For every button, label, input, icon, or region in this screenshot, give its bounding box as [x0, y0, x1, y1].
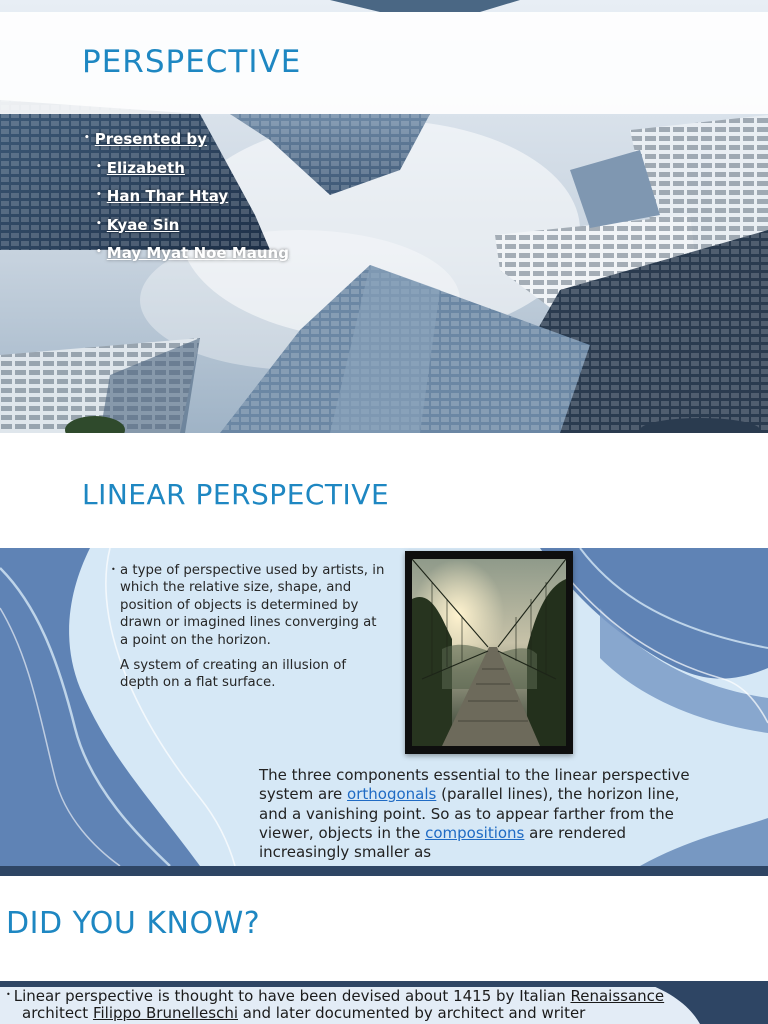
presenters-list	[84, 128, 289, 271]
bullet-icon: •	[96, 247, 102, 257]
slide-title: PERSPECTIVE	[82, 44, 302, 80]
definition-paragraph: • a type of perspective used by artists, in which the relative size, shape, and position of objects is determined by drawn or imagined lines converging at a point on the horizon.	[111, 563, 385, 648]
bridge-photo	[405, 551, 573, 754]
bullet-icon: •	[96, 190, 102, 200]
slide-title: LINEAR PERSPECTIVE	[82, 478, 390, 511]
presented-by-label: • Presented by	[84, 130, 207, 148]
components-paragraph: The three components essential to the linear perspective system are orthogonals (parallel lines), the horizon line, and a vanishing point. So as to appear farther from the viewer, objects in the compositions are rendered increasingly smaller as	[259, 766, 690, 862]
presenter-item: • Kyae Sin	[96, 215, 180, 234]
renaissance-link[interactable]: Renaissance	[570, 987, 665, 1005]
slide-perspective-title	[0, 0, 768, 433]
brunelleschi-link[interactable]: Filippo Brunelleschi	[92, 1004, 238, 1022]
definition-paragraph: A system of creating an illusion of depth on a flat surface.	[120, 658, 347, 691]
slide-title: DID YOU KNOW?	[6, 906, 261, 941]
bullet-icon: •	[96, 218, 102, 229]
compositions-link[interactable]: compositions	[425, 823, 525, 842]
fact-line: • Linear perspective is thought to have been devised about 1415 by Italian Renaissance	[6, 987, 665, 1005]
bullet-icon: •	[111, 565, 116, 574]
presenter-item: • Elizabeth	[96, 158, 185, 177]
rope-bridge-image	[412, 559, 566, 746]
definition-text	[112, 562, 387, 700]
fact-line: architect Filippo Brunelleschi and later documented by architect and writer	[22, 1004, 586, 1022]
presenter-item: • May Myat Noe Maung	[96, 244, 289, 262]
presenter-item: • Han Thar Htay	[96, 187, 229, 205]
fact-paragraph	[6, 986, 746, 1022]
slide-bottom-strip	[0, 866, 768, 876]
bullet-icon: •	[84, 133, 90, 143]
bullet-icon: •	[6, 990, 11, 999]
orthogonals-link[interactable]: orthogonals	[347, 785, 437, 804]
bullet-icon: •	[96, 161, 102, 172]
